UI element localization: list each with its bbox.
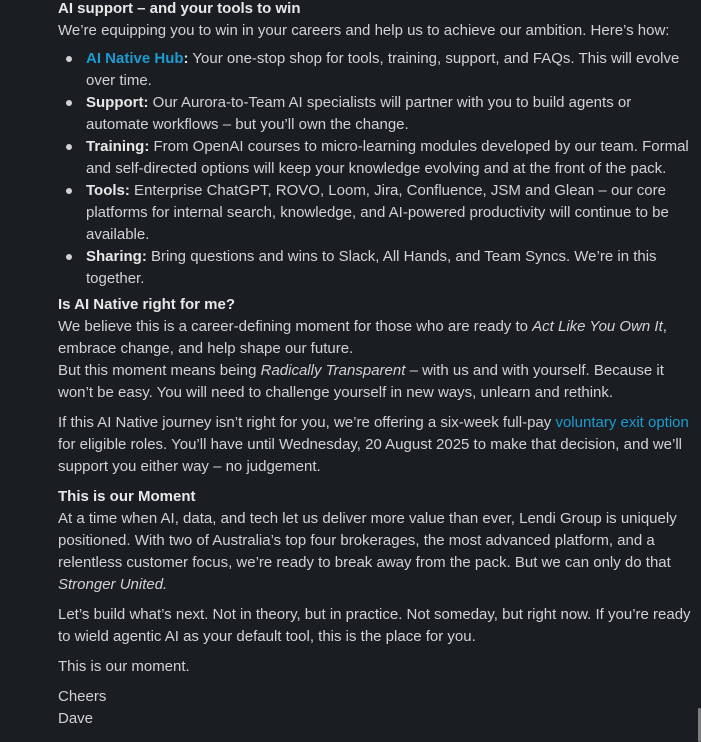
bullet-list	[58, 48, 694, 290]
closing-paragraph: This is our moment.	[58, 658, 190, 675]
message-body	[58, 0, 694, 730]
moment-paragraph: At a time when AI, data, and tech let us deliver more value than ever, Lendi Group is uniquely positioned. With two of Australia’s top four brokerages, the most advanced platform, and a relentless customer focus, we’re ready to break away from the pack. But we can only do that Stronger United.	[58, 510, 677, 593]
list-item: Sharing: Bring questions and wins to Slack, All Hands, and Team Syncs. We’re in this together.	[86, 246, 694, 290]
right-paragraph-2: But this moment means being Radically Transparent – with us and with yourself. Because it won’t be easy. You will need to challenge yourself in new ways, unlearn and rethink.	[58, 362, 664, 401]
list-item: Training: From OpenAI courses to micro-learning modules developed by our team. Formal and self-directed options will keep your knowledge evolving and at the front of the pack.	[86, 136, 694, 180]
heading-ai-support: AI support – and your tools to win	[58, 0, 301, 17]
right-paragraph-1: We believe this is a career-defining moment for those who are ready to Act Like You Own It, embrace change, and help shape our future.	[58, 318, 667, 357]
heading-right-for-me: Is AI Native right for me?	[58, 296, 235, 313]
voluntary-exit-link[interactable]: voluntary exit option	[555, 414, 689, 431]
list-item: Tools: Enterprise ChatGPT, ROVO, Loom, Jira, Confluence, JSM and Glean – our core platforms for internal search, knowledge, and AI-powered productivity will continue to be available.	[86, 180, 694, 246]
exit-paragraph: If this AI Native journey isn’t right for you, we’re offering a six-week full-pay voluntary exit option for eligible roles. You’ll have until Wednesday, 20 August 2025 to make that decision, and we’ll support you either way – no judgement.	[58, 414, 689, 475]
list-item: Support: Our Aurora-to-Team AI specialists will partner with you to build agents or automate workflows – but you’ll own the change.	[86, 92, 694, 136]
ai-native-hub-link[interactable]: AI Native Hub	[86, 50, 184, 67]
build-paragraph: Let’s build what’s next. Not in theory, but in practice. Not someday, but right now. If you’re ready to wield agentic AI as your default tool, this is the place for you.	[58, 606, 691, 645]
signature: Dave	[58, 710, 94, 727]
list-item: AI Native Hub: Your one-stop shop for tools, training, support, and FAQs. This will evolve over time.	[86, 48, 694, 92]
signoff: Cheers	[58, 688, 107, 705]
heading-moment: This is our Moment	[58, 488, 196, 505]
intro-text: We’re equipping you to win in your careers and help us to achieve our ambition. Here’s how:	[58, 22, 670, 39]
